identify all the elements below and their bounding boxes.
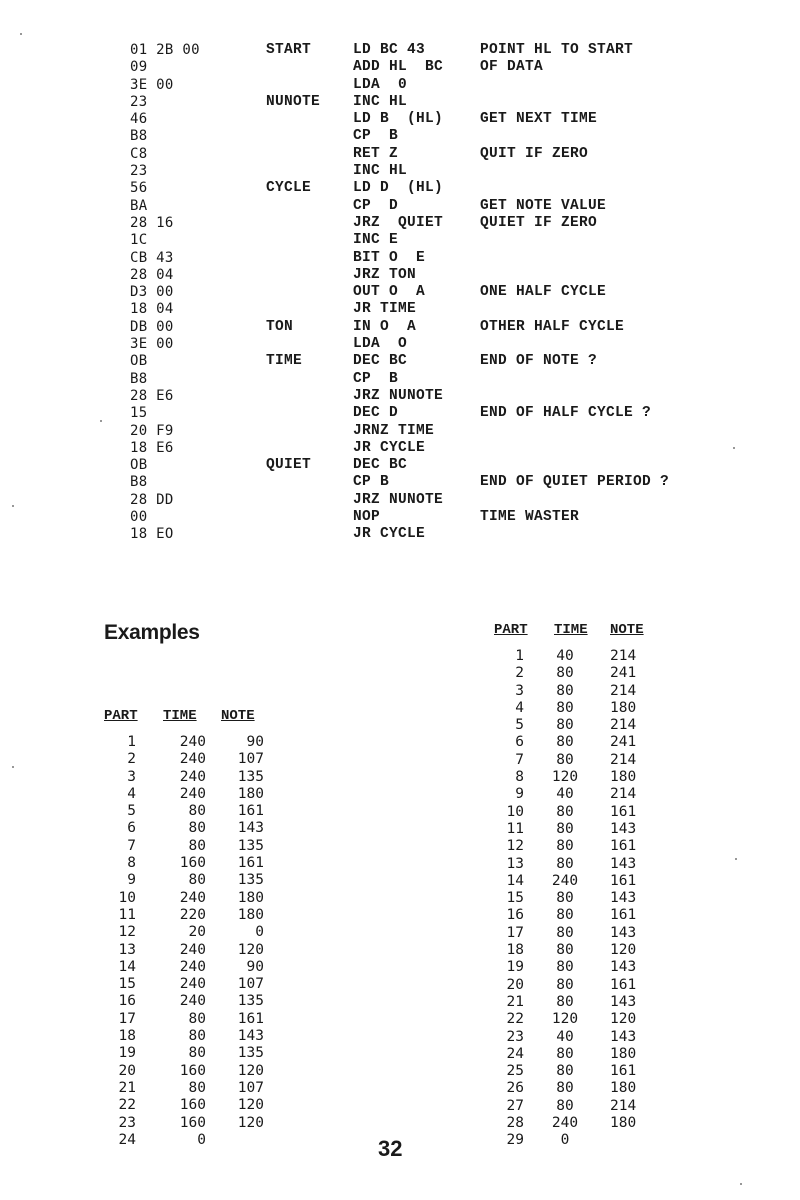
cell-note: 180	[610, 699, 637, 716]
cell-part: 13	[506, 855, 524, 872]
cell-note: 143	[610, 924, 637, 941]
listing-hex: 3E 00	[130, 76, 174, 93]
cell-note: 161	[237, 803, 264, 820]
cell-time: 80	[188, 872, 206, 889]
listing-hex: 28 DD	[130, 491, 174, 508]
cell-part: 11	[506, 820, 524, 837]
cell-time: 120	[551, 769, 579, 786]
cell-part: 10	[118, 889, 136, 906]
listing-instruction: IN O A	[353, 318, 417, 335]
cell-note: 135	[237, 1045, 264, 1062]
listing-comment: GET NEXT TIME	[480, 111, 598, 128]
cell-time: 240	[179, 993, 206, 1010]
cell-note: 0	[255, 924, 264, 941]
cell-time: 240	[179, 751, 206, 768]
cell-note: 120	[237, 941, 264, 958]
cell-note: 143	[237, 820, 264, 837]
cell-part: 2	[515, 665, 524, 682]
cell-time: 80	[556, 959, 574, 976]
listing-hex: 1C	[130, 232, 148, 249]
cell-note: 107	[237, 976, 264, 993]
listing-instruction: JR CYCLE	[353, 439, 426, 456]
cell-time: 80	[556, 751, 574, 768]
cell-part: 3	[515, 682, 524, 699]
listing-hex: 28 04	[130, 266, 174, 283]
cell-note: 107	[237, 1079, 264, 1096]
cell-time: 0	[560, 1132, 570, 1149]
listing-instruction: CP B	[353, 474, 390, 491]
cell-part: 16	[118, 993, 136, 1010]
cell-part: 15	[506, 890, 524, 907]
listing-comment: GET NOTE VALUE	[480, 197, 607, 214]
listing-comment: QUIT IF ZERO	[480, 145, 589, 162]
cell-time: 80	[556, 1097, 574, 1114]
listing-hex: 23	[130, 93, 148, 110]
cell-note: 90	[246, 734, 264, 750]
header-time: TIME	[163, 708, 197, 724]
cell-time: 80	[556, 682, 574, 699]
listing-label: QUIET	[266, 457, 312, 474]
cell-time: 80	[188, 1079, 206, 1096]
listing-hex: B8	[130, 474, 148, 491]
cell-part: 7	[127, 837, 136, 854]
listing-instruction: DEC D	[353, 405, 399, 422]
cell-note: 120	[237, 1114, 264, 1131]
listing-instruction: LD BC 43	[353, 42, 426, 58]
cell-time: 80	[556, 1063, 574, 1080]
listing-instruction: DEC BC	[353, 353, 408, 370]
listing-instruction: JRZ NUNOTE	[353, 387, 444, 404]
cell-note: 135	[237, 768, 264, 785]
cell-part: 15	[118, 976, 136, 993]
cell-note: 214	[610, 1097, 637, 1114]
listing-instruction: JRZ QUIET	[353, 214, 444, 231]
cell-note: 214	[610, 751, 637, 768]
cell-time: 80	[556, 699, 574, 716]
cell-part: 26	[506, 1080, 524, 1097]
scan-speck	[20, 33, 22, 35]
cell-part: 19	[118, 1045, 136, 1062]
cell-part: 6	[127, 820, 136, 837]
listing-hex: 18 04	[130, 301, 174, 318]
listing-hex: 3E 00	[130, 336, 174, 353]
listing-instruction: LDA 0	[353, 76, 408, 93]
scan-speck	[740, 1183, 742, 1185]
listing-hex: 46	[130, 111, 148, 128]
cell-time: 80	[556, 924, 574, 941]
cell-note: 143	[610, 1028, 637, 1045]
listing-instruction: CP B	[353, 128, 399, 145]
cell-note: 214	[610, 717, 637, 734]
cell-note: 143	[610, 820, 637, 837]
cell-part: 2	[127, 751, 136, 768]
listing-instruction: JRZ NUNOTE	[353, 491, 444, 508]
cell-note: 120	[237, 1062, 264, 1079]
cell-note: 241	[610, 734, 637, 751]
cell-note: 143	[237, 1028, 264, 1045]
listing-hex: 18 EO	[130, 526, 174, 543]
cell-part: 22	[118, 1097, 136, 1114]
listing-instruction: CP D	[353, 197, 399, 214]
cell-part: 6	[515, 734, 524, 751]
cell-part: 24	[506, 1045, 524, 1062]
header-time: TIME	[554, 622, 588, 638]
listing-hex: OB	[130, 353, 148, 370]
listing-hex: 56	[130, 180, 148, 197]
listing-comment: QUIET IF ZERO	[480, 214, 598, 231]
listing-hex: 28 E6	[130, 387, 174, 404]
cell-part: 13	[118, 941, 136, 958]
listing-hex: B8	[130, 128, 148, 145]
cell-time: 80	[556, 734, 574, 751]
cell-time: 240	[551, 872, 579, 889]
cell-note: 143	[610, 959, 637, 976]
cell-time: 80	[556, 665, 574, 682]
listing-hex: 28 16	[130, 214, 174, 231]
cell-note: 180	[610, 1080, 637, 1097]
cell-note: 214	[610, 682, 637, 699]
cell-note: 143	[610, 993, 637, 1010]
cell-note: 135	[237, 872, 264, 889]
listing-instruction: JRNZ TIME	[353, 422, 435, 439]
cell-part: 28	[506, 1115, 524, 1132]
cell-time: 40	[556, 648, 574, 664]
cell-note: 161	[610, 907, 637, 924]
cell-part: 12	[506, 838, 524, 855]
listing-hex: 01 2B 00	[130, 42, 200, 58]
cell-part: 20	[118, 1062, 136, 1079]
cell-part: 8	[127, 855, 136, 872]
listing-hex: BA	[130, 197, 148, 214]
listing-instruction: LDA O	[353, 336, 408, 353]
cell-note: 161	[610, 976, 637, 993]
cell-part: 24	[118, 1131, 136, 1148]
listing-instruction: INC HL	[353, 163, 408, 180]
listing-hex: OB	[130, 457, 148, 474]
cell-time: 40	[556, 1028, 574, 1045]
listing-instruction: LD B (HL)	[353, 111, 444, 128]
cell-part: 1	[515, 648, 524, 664]
cell-part: 11	[118, 906, 136, 923]
listing-hex: CB 43	[130, 249, 174, 266]
cell-part: 8	[515, 769, 524, 786]
cell-time: 80	[556, 838, 574, 855]
cell-part: 14	[118, 958, 136, 975]
listing-hex: D3 00	[130, 284, 174, 301]
cell-note: 180	[237, 906, 264, 923]
cell-time: 240	[179, 785, 206, 802]
cell-part: 18	[118, 1028, 136, 1045]
cell-part: 17	[118, 1010, 136, 1027]
listing-instruction: JR TIME	[353, 301, 417, 318]
cell-note: 161	[610, 872, 637, 889]
scan-speck	[12, 505, 14, 507]
cell-part: 21	[118, 1079, 136, 1096]
cell-note: 161	[610, 838, 637, 855]
listing-comment: END OF HALF CYCLE ?	[480, 405, 652, 422]
cell-part: 22	[506, 1011, 524, 1028]
cell-note: 180	[610, 1115, 637, 1132]
scan-speck	[735, 858, 737, 860]
cell-part: 29	[506, 1132, 524, 1149]
cell-note: 120	[610, 942, 637, 959]
cell-time: 160	[179, 855, 206, 872]
listing-label: NUNOTE	[266, 93, 321, 110]
cell-note: 161	[610, 803, 637, 820]
cell-time: 80	[556, 942, 574, 959]
cell-time: 160	[179, 1114, 206, 1131]
listing-hex: B8	[130, 370, 148, 387]
header-part: PART	[104, 708, 138, 724]
cell-note: 161	[237, 1010, 264, 1027]
cell-time: 80	[556, 907, 574, 924]
listing-instruction: DEC BC	[353, 457, 408, 474]
listing-hex: C8	[130, 145, 148, 162]
cell-part: 16	[506, 907, 524, 924]
listing-instruction: JR CYCLE	[353, 526, 426, 543]
cell-time: 120	[551, 1011, 579, 1028]
cell-note: 161	[237, 855, 264, 872]
listing-hex: 20 F9	[130, 422, 174, 439]
cell-time: 80	[188, 1010, 206, 1027]
cell-note: 180	[610, 1045, 637, 1062]
cell-time: 80	[556, 890, 574, 907]
cell-time: 240	[179, 768, 206, 785]
cell-part: 1	[127, 734, 136, 750]
listing-comment: END OF NOTE ?	[480, 353, 598, 370]
cell-time: 80	[556, 855, 574, 872]
cell-note: 180	[237, 889, 264, 906]
cell-part: 9	[515, 786, 524, 803]
cell-time: 80	[188, 803, 206, 820]
header-note: NOTE	[221, 708, 255, 724]
listing-comment: TIME WASTER	[480, 509, 580, 526]
cell-part: 4	[127, 785, 136, 802]
listing-label: TON	[266, 318, 294, 335]
cell-note: 120	[237, 1097, 264, 1114]
listing-instruction: ADD HL BC	[353, 59, 444, 76]
cell-part: 25	[506, 1063, 524, 1080]
header-part: PART	[494, 622, 528, 638]
cell-note: 180	[237, 785, 264, 802]
cell-time: 40	[556, 786, 574, 803]
cell-time: 160	[179, 1062, 206, 1079]
cell-part: 17	[506, 924, 524, 941]
listing-instruction: RET Z	[353, 145, 399, 162]
listing-instruction: INC E	[353, 232, 399, 249]
cell-note: 135	[237, 993, 264, 1010]
examples-heading: Examples	[104, 621, 200, 644]
cell-part: 10	[506, 803, 524, 820]
listing-comment: OTHER HALF CYCLE	[480, 318, 625, 335]
cell-part: 20	[506, 976, 524, 993]
cell-time: 80	[556, 803, 574, 820]
cell-part: 9	[127, 872, 136, 889]
cell-note: 135	[237, 837, 264, 854]
scan-speck	[12, 766, 14, 768]
listing-hex: DB 00	[130, 318, 174, 335]
cell-time: 80	[188, 820, 206, 837]
cell-part: 5	[127, 803, 136, 820]
scan-speck	[100, 420, 102, 422]
cell-time: 80	[556, 1045, 574, 1062]
cell-note: 107	[237, 751, 264, 768]
cell-time: 80	[188, 837, 206, 854]
cell-time: 80	[556, 993, 574, 1010]
cell-time: 20	[188, 924, 206, 941]
cell-note: 214	[610, 786, 637, 803]
header-note: NOTE	[610, 622, 644, 638]
listing-instruction: LD D (HL)	[353, 180, 444, 197]
cell-part: 3	[127, 768, 136, 785]
cell-note: 143	[610, 855, 637, 872]
cell-note: 241	[610, 665, 637, 682]
listing-instruction: INC HL	[353, 93, 408, 110]
cell-time: 240	[551, 1115, 579, 1132]
listing-label: START	[266, 42, 312, 58]
cell-part: 21	[506, 993, 524, 1010]
cell-note: 214	[610, 648, 637, 664]
listing-instruction: JRZ TON	[353, 266, 417, 283]
listing-hex: 09	[130, 59, 148, 76]
listing-comment: END OF QUIET PERIOD ?	[480, 474, 670, 491]
cell-part: 19	[506, 959, 524, 976]
cell-time: 240	[179, 734, 206, 750]
listing-instruction: NOP	[353, 509, 381, 526]
listing-label: TIME	[266, 353, 303, 370]
listing-instruction: BIT O E	[353, 249, 426, 266]
cell-part: 27	[506, 1097, 524, 1114]
cell-part: 18	[506, 942, 524, 959]
cell-time: 80	[556, 1080, 574, 1097]
cell-note: 180	[610, 769, 637, 786]
cell-time: 220	[179, 906, 206, 923]
cell-time: 80	[188, 1045, 206, 1062]
cell-time: 0	[197, 1131, 206, 1148]
cell-part: 4	[515, 699, 524, 716]
listing-comment: POINT HL TO START	[480, 42, 634, 58]
cell-part: 12	[118, 924, 136, 941]
listing-hex: 23	[130, 163, 148, 180]
cell-note: 161	[610, 1063, 637, 1080]
cell-time: 80	[556, 717, 574, 734]
cell-time: 80	[556, 976, 574, 993]
listing-label: CYCLE	[266, 180, 312, 197]
listing-hex: 15	[130, 405, 148, 422]
cell-time: 240	[179, 941, 206, 958]
cell-part: 5	[515, 717, 524, 734]
cell-time: 160	[179, 1097, 206, 1114]
cell-time: 240	[179, 889, 206, 906]
listing-comment: OF DATA	[480, 59, 544, 76]
cell-part: 23	[118, 1114, 136, 1131]
cell-time: 80	[188, 1028, 206, 1045]
cell-part: 14	[506, 872, 524, 889]
cell-note: 90	[246, 958, 264, 975]
listing-hex: 18 E6	[130, 439, 174, 456]
page-number: 32	[378, 1136, 403, 1161]
cell-time: 240	[179, 958, 206, 975]
cell-note: 120	[610, 1011, 637, 1028]
listing-instruction: CP B	[353, 370, 399, 387]
scan-speck	[733, 447, 735, 449]
cell-note: 143	[610, 890, 637, 907]
cell-part: 7	[515, 751, 524, 768]
listing-hex: 00	[130, 509, 148, 526]
listing-comment: ONE HALF CYCLE	[480, 284, 607, 301]
cell-time: 240	[179, 976, 206, 993]
cell-time: 80	[556, 820, 574, 837]
cell-part: 23	[506, 1028, 524, 1045]
listing-instruction: OUT O A	[353, 284, 426, 301]
